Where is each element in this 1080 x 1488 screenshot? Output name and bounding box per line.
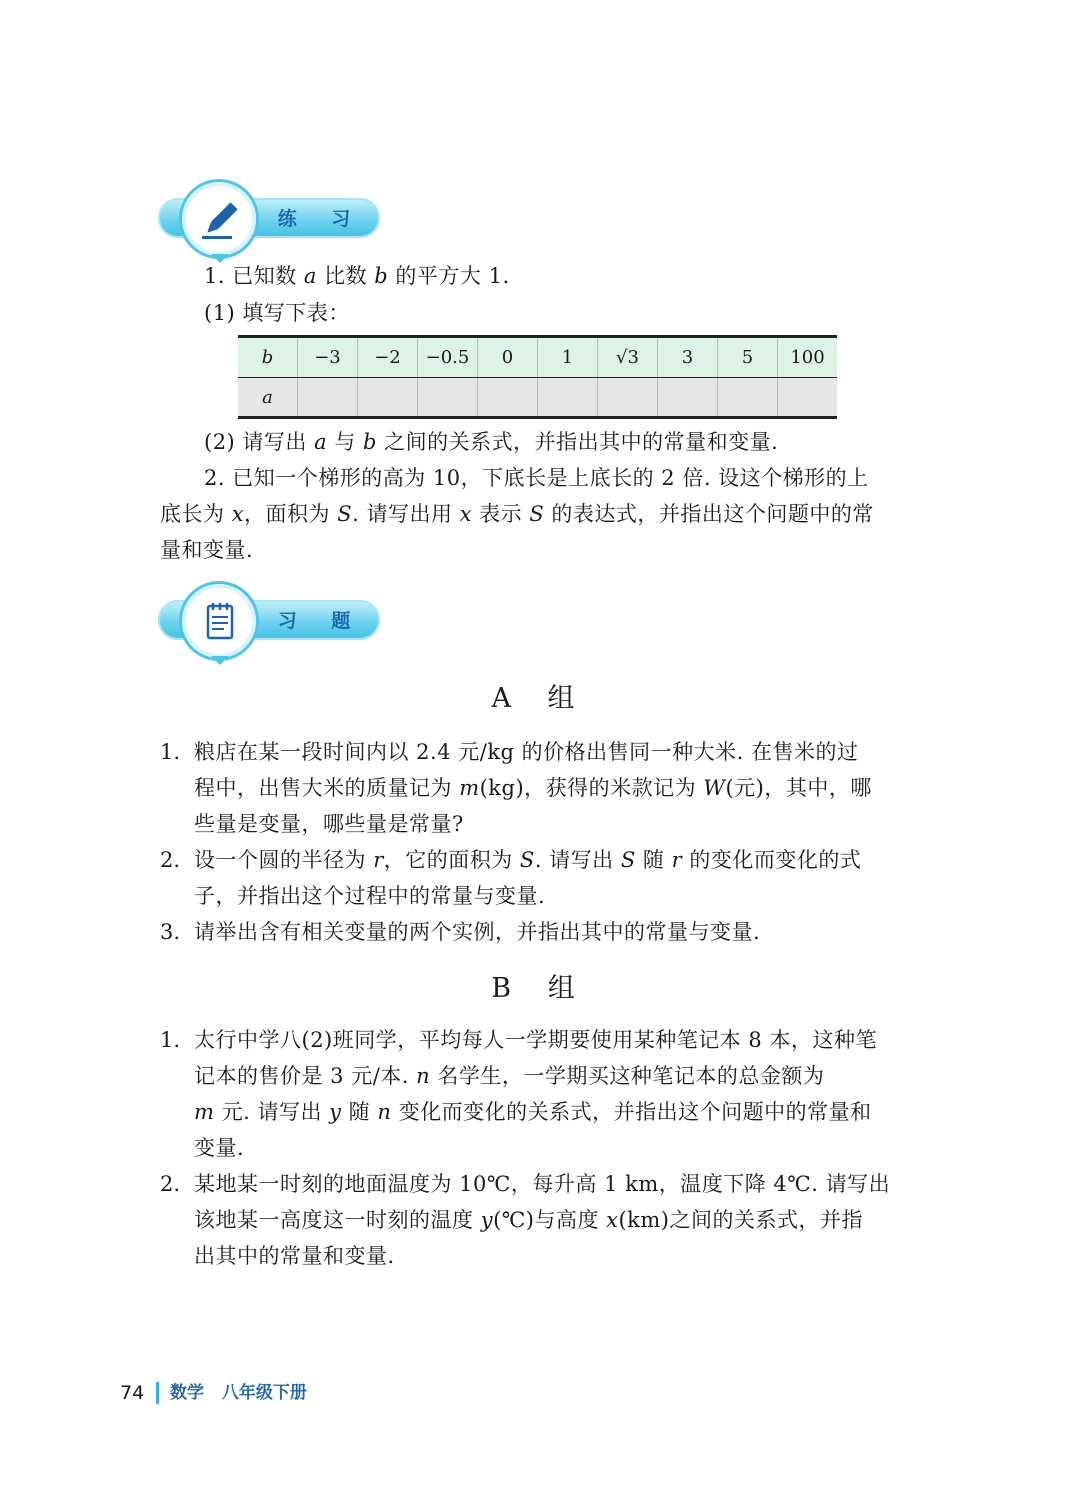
item-line: 请举出含有相关变量的两个实例，并指出其中的常量与变量. (194, 920, 761, 944)
table-row-b (238, 337, 837, 378)
practice-banner (158, 182, 382, 254)
table-cell-b: 3 (658, 337, 718, 378)
table-cell-a (778, 378, 838, 418)
item-number: 2. (160, 848, 181, 872)
exercises-title: 习 题 (277, 610, 365, 632)
item-line: 设一个圆的半径为 r，它的面积为 S. 请写出 S 随 r 的变化而变化的式 (194, 848, 862, 872)
table-header-b: b (238, 337, 298, 378)
table-cell-b: −2 (358, 337, 418, 378)
item-line: m 元. 请写出 y 随 n 变化而变化的关系式，并指出这个问题中的常量和 (194, 1100, 872, 1124)
table-cell-a (598, 378, 658, 418)
book-title: 数学 八年级下册 (170, 1383, 307, 1403)
item-number: 1. (160, 1028, 181, 1052)
table-cell-a (538, 378, 598, 418)
exercises-banner (158, 584, 382, 656)
table-cell-b: 100 (778, 337, 838, 378)
group-a-title: A 组 (491, 683, 589, 714)
group-a-item-2 (160, 842, 922, 914)
footer-divider (156, 1382, 159, 1404)
table-cell-a (658, 378, 718, 418)
practice-title: 练 习 (277, 208, 365, 230)
item-line: 某地某一时刻的地面温度为 10℃，每升高 1 km，温度下降 4℃. 请写出 (194, 1172, 891, 1196)
item-line: 些量是变量，哪些量是常量? (194, 812, 464, 836)
practice-q2-line1: 2. 已知一个梯形的高为 10，下底长是上底长的 2 倍. 设这个梯形的上 (204, 466, 869, 490)
table-cell-a (418, 378, 478, 418)
table-cell-a (298, 378, 358, 418)
values-table (238, 335, 837, 419)
item-line: 子，并指出这个过程中的常量与变量. (194, 884, 546, 908)
group-b-item-1 (160, 1022, 922, 1166)
item-line: 程中，出售大米的质量记为 m(kg)，获得的米款记为 W(元)，其中，哪 (194, 776, 872, 800)
pencil-icon (198, 198, 242, 242)
practice-q2-line2: 底长为 x，面积为 S. 请写出用 x 表示 S 的表达式，并指出这个问题中的常 (160, 502, 874, 526)
group-b-item-2 (160, 1166, 922, 1274)
practice-q2-line3: 量和变量. (160, 538, 254, 562)
item-line: 太行中学八(2)班同学，平均每人一学期要使用某种笔记本 8 本，这种笔 (194, 1028, 877, 1052)
group-a-item-1 (160, 734, 922, 842)
table-row-a (238, 378, 837, 418)
group-b-title: B 组 (491, 973, 589, 1004)
table-cell-b: 0 (478, 337, 538, 378)
table-cell-b: 1 (538, 337, 598, 378)
group-a-item-3 (160, 914, 922, 950)
item-number: 1. (160, 740, 181, 764)
table-cell-b: −0.5 (418, 337, 478, 378)
table-cell-a (478, 378, 538, 418)
item-line: 该地某一高度这一时刻的温度 y(℃)与高度 x(km)之间的关系式，并指 (194, 1208, 863, 1232)
practice-q1-stem: 1. 已知数 a 比数 b 的平方大 1. (204, 264, 510, 288)
item-number: 3. (160, 920, 181, 944)
practice-q1-part1: (1) 填写下表： (204, 301, 350, 325)
table-cell-b: √3 (598, 337, 658, 378)
item-line: 粮店在某一段时间内以 2.4 元/kg 的价格出售同一种大米. 在售米的过 (194, 740, 859, 764)
item-line: 记本的售价是 3 元/本. n 名学生，一学期买这种笔记本的总金额为 (194, 1064, 825, 1088)
item-line: 变量. (194, 1136, 245, 1160)
table-header-a: a (238, 378, 298, 418)
table-cell-b: −3 (298, 337, 358, 378)
table-cell-a (718, 378, 778, 418)
item-line: 出其中的常量和变量. (194, 1244, 395, 1268)
table-cell-b: 5 (718, 337, 778, 378)
page-number: 74 (120, 1382, 145, 1404)
item-number: 2. (160, 1172, 181, 1196)
practice-q1-part2: (2) 请写出 a 与 b 之间的关系式，并指出其中的常量和变量. (204, 430, 779, 454)
notepad-icon (198, 600, 242, 644)
table-cell-a (358, 378, 418, 418)
